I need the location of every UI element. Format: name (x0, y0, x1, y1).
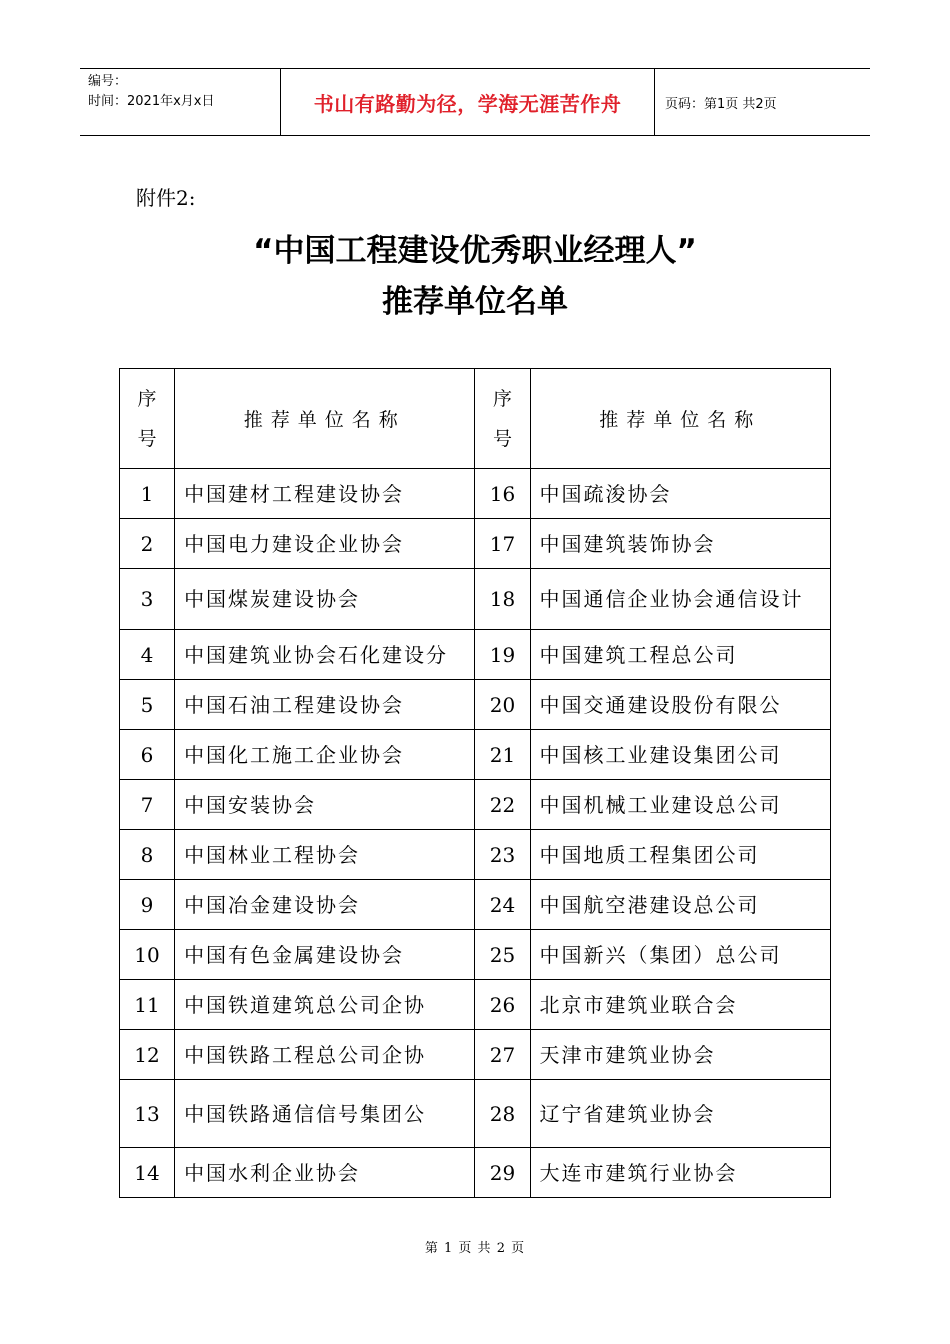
table-row (120, 1030, 831, 1080)
row-index: 13 (120, 1080, 175, 1148)
table-row (120, 519, 831, 569)
row-unit-name: 中国地质工程集团公司 (530, 830, 830, 880)
row-index: 21 (475, 730, 530, 780)
table-row (120, 630, 831, 680)
header-slogan: 书山有路勤为径，学海无涯苦作舟 (281, 69, 655, 135)
row-index: 2 (120, 519, 175, 569)
row-index: 6 (120, 730, 175, 780)
row-unit-name: 中国疏浚协会 (530, 469, 830, 519)
page-subtitle: 推荐单位名单 (382, 284, 568, 320)
row-unit-name: 中国建材工程建设协会 (175, 469, 475, 519)
row-index: 22 (475, 780, 530, 830)
header-index-cell: 序 号 (120, 369, 175, 469)
table-row (120, 569, 831, 630)
row-unit-name: 中国机械工业建设总公司 (530, 780, 830, 830)
row-unit-name: 中国电力建设企业协会 (175, 519, 475, 569)
row-unit-name: 北京市建筑业联合会 (530, 980, 830, 1030)
row-unit-name: 中国林业工程协会 (175, 830, 475, 880)
row-index: 5 (120, 680, 175, 730)
row-index: 20 (475, 680, 530, 730)
table-row (120, 830, 831, 880)
row-index: 16 (475, 469, 530, 519)
document-header (80, 68, 870, 136)
row-index: 29 (475, 1148, 530, 1198)
page-title: “中国工程建设优秀职业经理人” (253, 233, 697, 269)
row-index: 9 (120, 880, 175, 930)
row-unit-name: 中国新兴（集团）总公司 (530, 930, 830, 980)
header-page-label: 页码：第1页 共2页 (665, 96, 777, 112)
attachment-label: 附件2: (136, 186, 196, 210)
row-index: 23 (475, 830, 530, 880)
row-unit-name: 中国建筑装饰协会 (530, 519, 830, 569)
row-unit-name: 中国安装协会 (175, 780, 475, 830)
row-index: 3 (120, 569, 175, 630)
time-label: 时间：2021年x月x日 (88, 94, 215, 109)
row-index: 25 (475, 930, 530, 980)
row-index: 19 (475, 630, 530, 680)
row-index: 4 (120, 630, 175, 680)
table-row (120, 980, 831, 1030)
row-index: 11 (120, 980, 175, 1030)
row-unit-name: 中国核工业建设集团公司 (530, 730, 830, 780)
row-index: 17 (475, 519, 530, 569)
row-index: 26 (475, 980, 530, 1030)
row-unit-name: 中国交通建设股份有限公 (530, 680, 830, 730)
recommendation-table (119, 368, 831, 1198)
table-header-row (120, 369, 831, 469)
row-index: 1 (120, 469, 175, 519)
row-index: 24 (475, 880, 530, 930)
header-name-cell: 推荐单位名称 (175, 369, 475, 469)
number-label: 编号： (88, 74, 128, 89)
row-unit-name: 中国煤炭建设协会 (175, 569, 475, 630)
table-row (120, 930, 831, 980)
row-index: 18 (475, 569, 530, 630)
row-unit-name: 中国航空港建设总公司 (530, 880, 830, 930)
row-unit-name: 中国铁路工程总公司企协 (175, 1030, 475, 1080)
table-row (120, 680, 831, 730)
row-unit-name: 大连市建筑行业协会 (530, 1148, 830, 1198)
row-index: 8 (120, 830, 175, 880)
table-row (120, 880, 831, 930)
row-index: 28 (475, 1080, 530, 1148)
header-meta (80, 69, 281, 135)
table-row (120, 469, 831, 519)
header-name-cell: 推荐单位名称 (530, 369, 830, 469)
row-unit-name: 中国通信企业协会通信设计 (530, 569, 830, 630)
row-unit-name: 中国石油工程建设协会 (175, 680, 475, 730)
row-unit-name: 中国建筑业协会石化建设分 (175, 630, 475, 680)
row-index: 27 (475, 1030, 530, 1080)
row-unit-name: 中国水利企业协会 (175, 1148, 475, 1198)
row-unit-name: 中国铁道建筑总公司企协 (175, 980, 475, 1030)
table-row (120, 730, 831, 780)
row-index: 12 (120, 1030, 175, 1080)
row-unit-name: 中国建筑工程总公司 (530, 630, 830, 680)
row-index: 7 (120, 780, 175, 830)
row-unit-name: 辽宁省建筑业协会 (530, 1080, 830, 1148)
row-unit-name: 天津市建筑业协会 (530, 1030, 830, 1080)
row-unit-name: 中国化工施工企业协会 (175, 730, 475, 780)
row-unit-name: 中国有色金属建设协会 (175, 930, 475, 980)
page-footer: 第 1 页 共 2 页 (424, 1241, 526, 1256)
table-row (120, 780, 831, 830)
header-index-cell: 序 号 (475, 369, 530, 469)
table-row (120, 1080, 831, 1148)
row-index: 14 (120, 1148, 175, 1198)
row-unit-name: 中国铁路通信信号集团公 (175, 1080, 475, 1148)
row-unit-name: 中国冶金建设协会 (175, 880, 475, 930)
table-row (120, 1148, 831, 1198)
row-index: 10 (120, 930, 175, 980)
